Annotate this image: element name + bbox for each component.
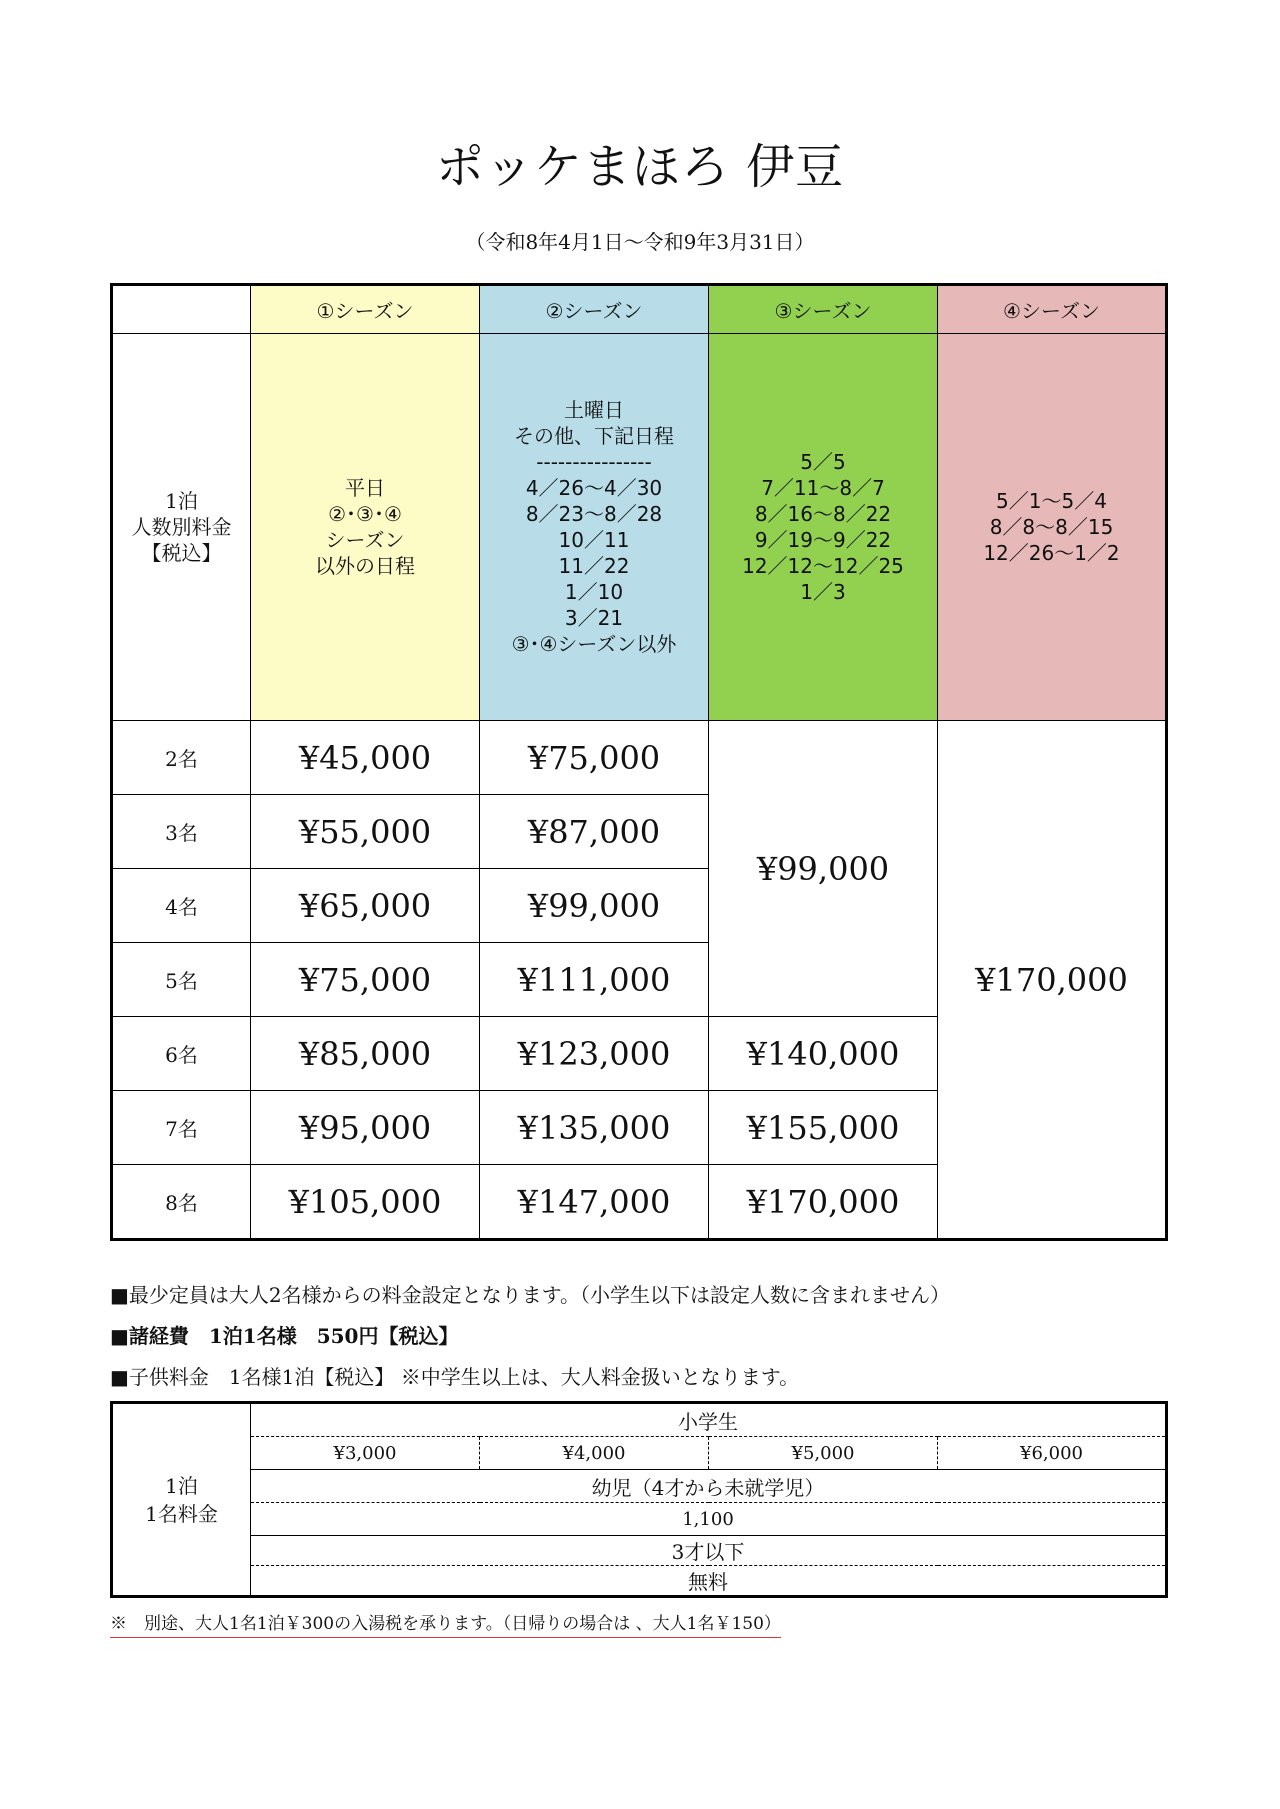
min-capacity-note: ■最少定員は大人2名様からの料金設定となります。（小学生以下は設定人数に含まれません） xyxy=(110,1283,951,1307)
child-row-label: 1泊 1名料金 xyxy=(112,1403,251,1597)
season-2-price: ¥135,000 xyxy=(480,1091,709,1165)
pax-label: 2名 xyxy=(112,721,251,795)
table-row xyxy=(112,721,1167,795)
pax-label: 8名 xyxy=(112,1165,251,1240)
season-description-row xyxy=(112,334,1167,721)
elementary-price-row xyxy=(112,1437,1167,1470)
under3-label-row xyxy=(112,1536,1167,1566)
pax-label: 7名 xyxy=(112,1091,251,1165)
season-4-merged-price: ¥170,000 xyxy=(938,721,1167,1240)
child-rate-title: ■子供料金 1名様1泊【税込】 ※中学生以上は、大人料金扱いとなります。 xyxy=(110,1365,800,1389)
season-1-dates: 平日 ②･③･④ シーズン 以外の日程 xyxy=(251,334,480,721)
season-4-header: ④シーズン xyxy=(938,285,1167,334)
season-4-dates: 5／1～5／4 8／8～8／15 12／26～1／2 xyxy=(938,334,1167,721)
under3-label: 3才以下 xyxy=(251,1536,1167,1566)
infant-price: 1,100 xyxy=(251,1503,1167,1536)
season-3-price: ¥170,000 xyxy=(709,1165,938,1240)
validity-period: （令和8年4月1日～令和9年3月31日） xyxy=(465,230,815,254)
season-1-price: ¥65,000 xyxy=(251,869,480,943)
season-2-price: ¥75,000 xyxy=(480,721,709,795)
season-3-header: ③シーズン xyxy=(709,285,938,334)
season-1-header: ①シーズン xyxy=(251,285,480,334)
season-1-price: ¥95,000 xyxy=(251,1091,480,1165)
pax-label: 6名 xyxy=(112,1017,251,1091)
under3-price-row xyxy=(112,1566,1167,1597)
season-2-price: ¥111,000 xyxy=(480,943,709,1017)
fee-note: ■諸経費 1泊1名様 550円【税込】 xyxy=(110,1324,459,1348)
season-2-header: ②シーズン xyxy=(480,285,709,334)
child-price-table xyxy=(110,1401,1168,1598)
season-1-price: ¥85,000 xyxy=(251,1017,480,1091)
bathing-tax-note: ※ 別途、大人1名1泊￥300の入湯税を承ります。（日帰りの場合は 、大人1名￥150） xyxy=(110,1609,781,1638)
season-3-price: ¥155,000 xyxy=(709,1091,938,1165)
season-2-price: ¥87,000 xyxy=(480,795,709,869)
pax-label: 3名 xyxy=(112,795,251,869)
season-2-price: ¥99,000 xyxy=(480,869,709,943)
season-1-price: ¥55,000 xyxy=(251,795,480,869)
elementary-price: ¥5,000 xyxy=(709,1437,938,1470)
infant-label: 幼児（4才から未就学児） xyxy=(251,1470,1167,1503)
corner-cell xyxy=(112,285,251,334)
season-1-price: ¥45,000 xyxy=(251,721,480,795)
elementary-label: 小学生 xyxy=(678,1409,738,1434)
season-3-price: ¥140,000 xyxy=(709,1017,938,1091)
season-3-merged-price: ¥99,000 xyxy=(709,721,938,1017)
season-header-row xyxy=(112,285,1167,334)
season-2-dates: 土曜日 その他、下記日程 ---------------- 4／26～4／30 8／23～8／28 10／11 11／22 1／10 3／21 ③･④シーズン以外 xyxy=(480,334,709,721)
elementary-label-row xyxy=(112,1403,1167,1437)
elementary-price: ¥6,000 xyxy=(938,1437,1167,1470)
infant-label-row xyxy=(112,1470,1167,1503)
price-table xyxy=(110,283,1168,1241)
page-title: ポッケまほろ 伊豆 xyxy=(435,139,845,195)
pax-label: 5名 xyxy=(112,943,251,1017)
row-label: 1泊 人数別料金 【税込】 xyxy=(112,334,251,721)
elementary-price: ¥3,000 xyxy=(251,1437,480,1470)
season-2-price: ¥147,000 xyxy=(480,1165,709,1240)
pax-label: 4名 xyxy=(112,869,251,943)
season-1-price: ¥105,000 xyxy=(251,1165,480,1240)
infant-price-row xyxy=(112,1503,1167,1536)
elementary-price: ¥4,000 xyxy=(480,1437,709,1470)
season-2-price: ¥123,000 xyxy=(480,1017,709,1091)
season-1-price: ¥75,000 xyxy=(251,943,480,1017)
under3-price: 無料 xyxy=(251,1566,1167,1597)
season-3-dates: 5／5 7／11～8／7 8／16～8／22 9／19～9／22 12／12～12／25 1／3 xyxy=(709,334,938,721)
